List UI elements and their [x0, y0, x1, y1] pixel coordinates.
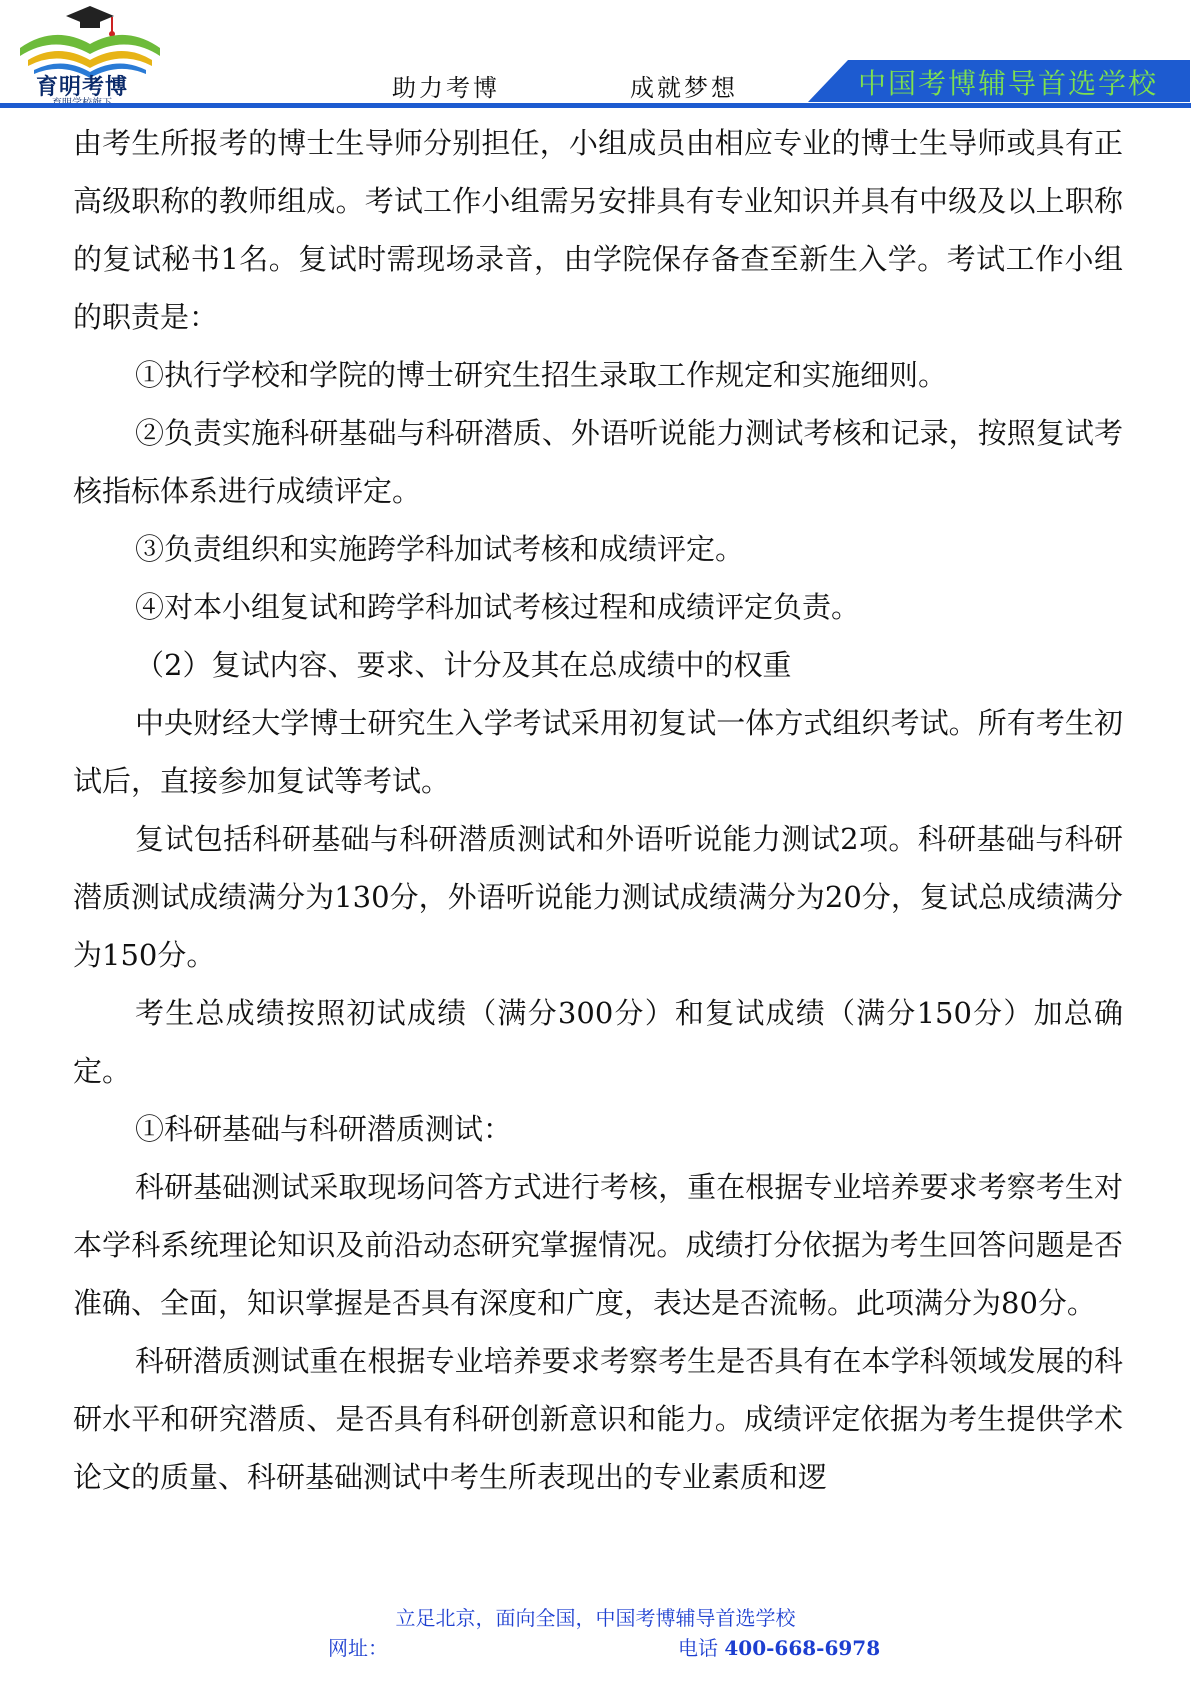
paragraph: ④对本小组复试和跨学科加试考核过程和成绩评定负责。 [135, 590, 861, 624]
document-body [73, 114, 1123, 1506]
paragraph: 中央财经大学博士研究生入学考试采用初复试一体方式组织考试。所有考生初试后，直接参加复试等考试。 [73, 706, 1123, 798]
logo-name: 育明考博 [36, 74, 129, 100]
paragraph: 复试包括科研基础与科研潜质测试和外语听说能力测试2项。科研基础与科研潜质测试成绩满分为130分，外语听说能力测试成绩满分为20分，复试总成绩满分为150分。 [73, 822, 1123, 972]
paragraph: 科研基础测试采取现场问答方式进行考核，重在根据专业培养要求考察考生对本学科系统理论知识及前沿动态研究掌握情况。成绩打分依据为考生回答问题是否准确、全面，知识掌握是否具有深度和广度，表达是否流畅。此项满分为80分。 [73, 1170, 1123, 1320]
section-heading: （2）复试内容、要求、计分及其在总成绩中的权重 [135, 648, 792, 682]
header-slogan-left: 助力考博 [392, 74, 500, 102]
footer-website-label: 网址： [328, 1636, 388, 1660]
footer-phone [678, 1632, 880, 1661]
footer-phone-label: 电话 [678, 1636, 725, 1660]
paragraph: 由考生所报考的博士生导师分别担任，小组成员由相应专业的博士生导师或具有正高级职称的教师组成。考试工作小组需另安排具有专业知识并具有中级及以上职称的复试秘书1名。复试时需现场录音，由学院保存备查至新生入学。考试工作小组的职责是： [73, 126, 1123, 334]
header-banner-text: 中国考博辅导首选学校 [858, 67, 1159, 100]
header-slogan-right: 成就梦想 [630, 74, 738, 102]
subsection-heading: ①科研基础与科研潜质测试： [135, 1112, 513, 1146]
footer-tagline: 立足北京，面向全国，中国考博辅导首选学校 [395, 1606, 796, 1630]
paragraph: ③负责组织和实施跨学科加试考核和成绩评定。 [135, 532, 745, 566]
footer-phone-number: 400-668-6978 [724, 1636, 881, 1660]
header-divider [0, 103, 1191, 108]
paragraph: ②负责实施科研基础与科研潜质、外语听说能力测试考核和记录，按照复试考核指标体系进行成绩评定。 [73, 416, 1123, 508]
page-header [0, 0, 1191, 110]
paragraph: 考生总成绩按照初试成绩（满分300分）和复试成绩（满分150分）加总确定。 [73, 996, 1123, 1088]
paragraph: 科研潜质测试重在根据专业培养要求考察考生是否具有在本学科领域发展的科研水平和研究潜质、是否具有科研创新意识和能力。成绩评定依据为考生提供学术论文的质量、科研基础测试中考生所表现出的专业素质和逻 [73, 1344, 1123, 1494]
paragraph: ①执行学校和学院的博士研究生招生录取工作规定和实施细则。 [135, 358, 948, 392]
page-footer [0, 1594, 1191, 1674]
